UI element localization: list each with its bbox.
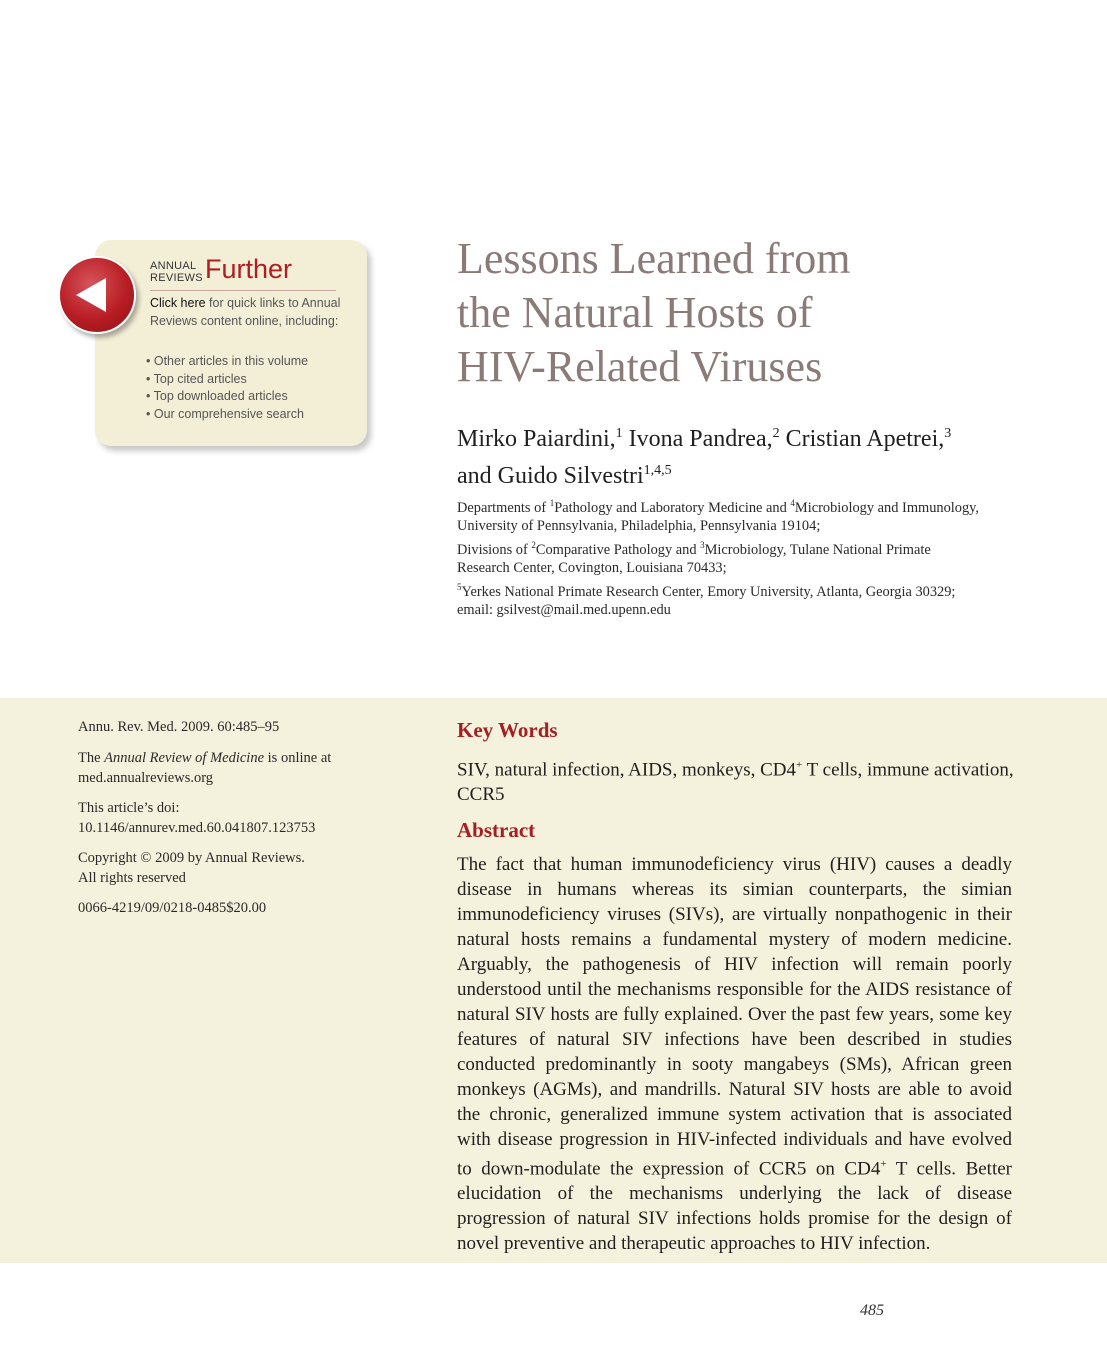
further-label: Further	[205, 254, 293, 284]
affiliations: Departments of $^1$Pathology and Laboratory Medicine and $^4$Microbiology and Immunology, University of Pennsylvania, Philadelphia, Pennsylvania 19104; Divisions of $^2$Comparative Pathology and $^3$Microbiology, Tulane National Primate Research Center, Covington, Louisiana 70433; $^5$Yerkes National Primate Research Center, Emory University, Atlanta, Georgia 30329; email: gsilvest@mail.med.upenn.edu	[457, 494, 1057, 620]
author-list: Mirko Paiardini,$^1$ Ivona Pandrea,$^2$ Cristian Apetrei,$^3$ and Guido Silvestri$^{1,4,5}$	[457, 426, 952, 489]
further-item-other-articles[interactable]: • Other articles in this volume	[146, 354, 309, 368]
abstract-heading: Abstract	[457, 818, 536, 842]
author-name: Mirko Paiardini,	[457, 426, 616, 452]
annual-reviews-wordmark: ANNUAL REVIEWS	[150, 260, 203, 284]
author-name: Ivona Pandrea,	[622, 426, 773, 452]
abstract-text: The fact that human immunodeficiency virus (HIV) causes a deadly disease in humans whereas its simian counterparts, the simian immunodeficiency viruses (SIVs), are virtually nonpathogenic in their natural hosts remains a fundamental mystery of modern medicine. Arguably, the pathogenesis of HIV infection will remain poorly understood until the mechanisms responsible for the AIDS resistance of natural SIV hosts are fully explained. Over the past few years, some key features of natural SIV infections have been described in studies conducted predominantly in sooty mangabeys (SMs), African green monkeys (AGMs), and mandrills. Natural SIV hosts are able to avoid the chronic, generalized immune system activation that is associated with disease progression in HIV-infected individuals and have evolved to down-modulate the expression of CCR5 on CD4+ T cells. Better elucidation of the mechanisms underlying the lack of disease progression of natural SIV infections holds promise for the design of novel preventive and therapeutic approaches to HIV infection.	[457, 854, 1012, 1255]
keywords-heading: Key Words	[457, 718, 558, 742]
page-number: 485	[860, 1302, 884, 1319]
citation: Annu. Rev. Med. 2009. 60:485–95	[78, 719, 280, 735]
divider	[150, 290, 336, 291]
doi-block: This article’s doi: 10.1146/annurev.med.60.041807.123753	[78, 800, 316, 836]
back-arrow-icon[interactable]	[58, 256, 136, 334]
copyright: Copyright © 2009 by Annual Reviews. All rights reserved	[78, 850, 305, 886]
doi-link[interactable]: 10.1146/annurev.med.60.041807.123753	[78, 819, 316, 836]
keywords-text: SIV, natural infection, AIDS, monkeys, CD4+ T cells, immune activation, CCR5	[457, 759, 1014, 806]
article-title: Lessons Learned from the Natural Hosts of HIV-Related Viruses	[457, 234, 851, 391]
issn: 0066-4219/09/0218-0485$20.00	[78, 900, 267, 916]
author-name: Cristian Apetrei,	[779, 426, 945, 452]
further-item-search[interactable]: • Our comprehensive search	[146, 407, 304, 422]
further-description: Click here for quick links to Annual Reviews content online, including:	[150, 296, 341, 328]
further-item-top-downloaded[interactable]: • Top downloaded articles	[146, 389, 288, 404]
author-name: and Guido Silvestri	[457, 463, 644, 489]
click-here-link[interactable]: Click here	[150, 296, 206, 310]
further-item-top-cited[interactable]: • Top cited articles	[146, 371, 247, 386]
contact-email[interactable]: email: gsilvest@mail.med.upenn.edu	[457, 602, 671, 619]
online-notice: The Annual Review of Medicine is online at med.annualreviews.org	[78, 750, 332, 786]
journal-url[interactable]: med.annualreviews.org	[78, 769, 214, 786]
further-links-list	[146, 353, 308, 424]
